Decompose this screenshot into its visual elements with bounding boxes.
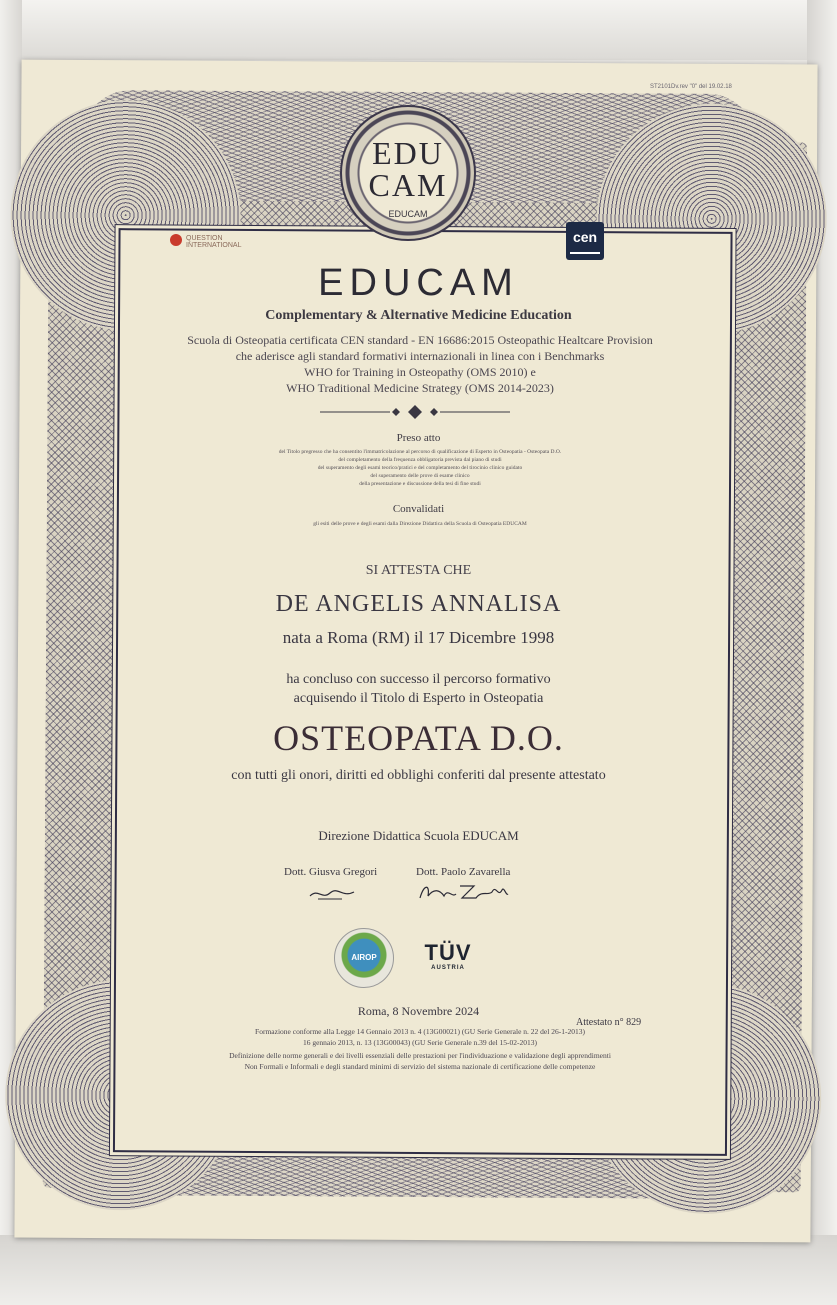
tuv-austria-logo bbox=[418, 940, 478, 976]
attestato-number: Attestato n° 829 bbox=[576, 1017, 642, 1028]
tuv-logo-subtext: AUSTRIA bbox=[431, 965, 465, 971]
signature-left bbox=[308, 884, 358, 904]
legal-line-2: 16 gennaio 2013, n. 13 (13G00043) (GU Serie Generale n.39 del 15-02-2013) bbox=[302, 1038, 538, 1047]
question-international-logo bbox=[170, 232, 260, 250]
preso-atto-line-5: della presentazione e discussione della tesi di fine studi bbox=[359, 481, 481, 487]
standards-line-1: Scuola di Osteopatia certificata CEN standard - EN 16686:2015 Osteopathic Healtcare Provision bbox=[187, 333, 653, 347]
preso-atto-title: Preso atto bbox=[396, 432, 441, 444]
honors-line: con tutti gli onori, diritti ed obblighi conferiti dal presente attestato bbox=[231, 768, 606, 783]
preso-atto-line-2: del completamento della frequenza obbligatoria prevista dal piano di studi bbox=[338, 457, 502, 463]
airop-logo-text: AIROP bbox=[351, 953, 377, 962]
signatory-left-name: Dott. Giusva Gregori bbox=[284, 866, 378, 878]
ornament-divider bbox=[320, 402, 510, 422]
logo-dot-icon bbox=[170, 234, 182, 246]
completion-line-2: acquisendo il Titolo di Esperto in Osteopatia bbox=[293, 691, 544, 706]
frame-bottom bbox=[0, 1235, 837, 1305]
signature-right bbox=[418, 878, 510, 904]
educam-seal bbox=[340, 105, 476, 241]
preso-atto-line-3: del superamento degli esami teorico/pratici e del completamento del tirocinio clinico guidato bbox=[317, 465, 523, 471]
standards-line-3: WHO for Training in Osteopathy (OMS 2010) e bbox=[304, 365, 536, 379]
issue-date: Roma, 8 Novembre 2024 bbox=[357, 1004, 480, 1018]
cen-logo-line bbox=[570, 252, 600, 254]
cen-logo-text: cen bbox=[572, 229, 598, 245]
legal-line-3: Definizione delle norme generali e dei livelli essenziali delle prestazioni per l'individuazione e validazione degli apprendimenti bbox=[229, 1051, 611, 1060]
tuv-logo-text: TÜV bbox=[424, 940, 472, 965]
legal-line-4: Non Formali e Informali e degli standard minimi di servizio del sistema nazionale di certificazione delle competenze bbox=[244, 1062, 596, 1071]
recipient-birth: nata a Roma (RM) il 17 Dicembre 1998 bbox=[282, 628, 555, 647]
degree-title: OSTEOPATA D.O. bbox=[273, 718, 564, 758]
standards-line-4: WHO Traditional Medicine Strategy (OMS 2014-2023) bbox=[286, 381, 554, 395]
recipient-name: DE ANGELIS ANNALISA bbox=[275, 591, 562, 617]
seal-ring-label: EDUCAM bbox=[388, 209, 428, 219]
airop-logo bbox=[334, 928, 394, 988]
convalidati-line: gli esiti delle prove e degli esami dalla Direzione Didattica della Scuola di Osteopatia EDUCAM bbox=[313, 521, 527, 527]
completion-line-1: ha concluso con successo il percorso formativo bbox=[286, 672, 551, 687]
si-attesta-che: SI ATTESTA CHE bbox=[365, 563, 472, 578]
preso-atto-line-4: del superamento delle prove di esame clinico bbox=[370, 473, 470, 479]
direction-heading: Direzione Didattica Scuola EDUCAM bbox=[318, 828, 519, 843]
signatory-right-name: Dott. Paolo Zavarella bbox=[416, 866, 511, 878]
seal-monogram bbox=[342, 137, 474, 201]
preso-atto-line-1: del Titolo pregresso che ha consentito l'immatricolazione al percorso di qualificazione di Esperto in Osteopatia - Osteopata D.O. bbox=[278, 449, 562, 455]
seal-monogram-top: EDU bbox=[372, 135, 444, 171]
frame-top bbox=[0, 0, 837, 60]
legal-line-1: Formazione conforme alla Legge 14 Gennaio 2013 n. 4 (13G00021) (GU Serie Generale n. 22 del 26-1-2013) bbox=[255, 1027, 585, 1036]
standards-line-2: che aderisce agli standard formativi internazionali in linea con i Benchmarks bbox=[235, 349, 605, 363]
educam-subtitle: Complementary & Alternative Medicine Education bbox=[265, 308, 572, 323]
document-code: ST2101Dv.rev "0" del 19.02.18 bbox=[650, 84, 732, 90]
seal-monogram-bottom: CAM bbox=[368, 167, 448, 203]
cen-logo bbox=[566, 222, 604, 260]
convalidati-title: Convalidati bbox=[392, 503, 445, 515]
educam-title: EDUCAM bbox=[318, 262, 519, 304]
logo-left-text: QUESTION INTERNATIONAL bbox=[186, 235, 242, 249]
